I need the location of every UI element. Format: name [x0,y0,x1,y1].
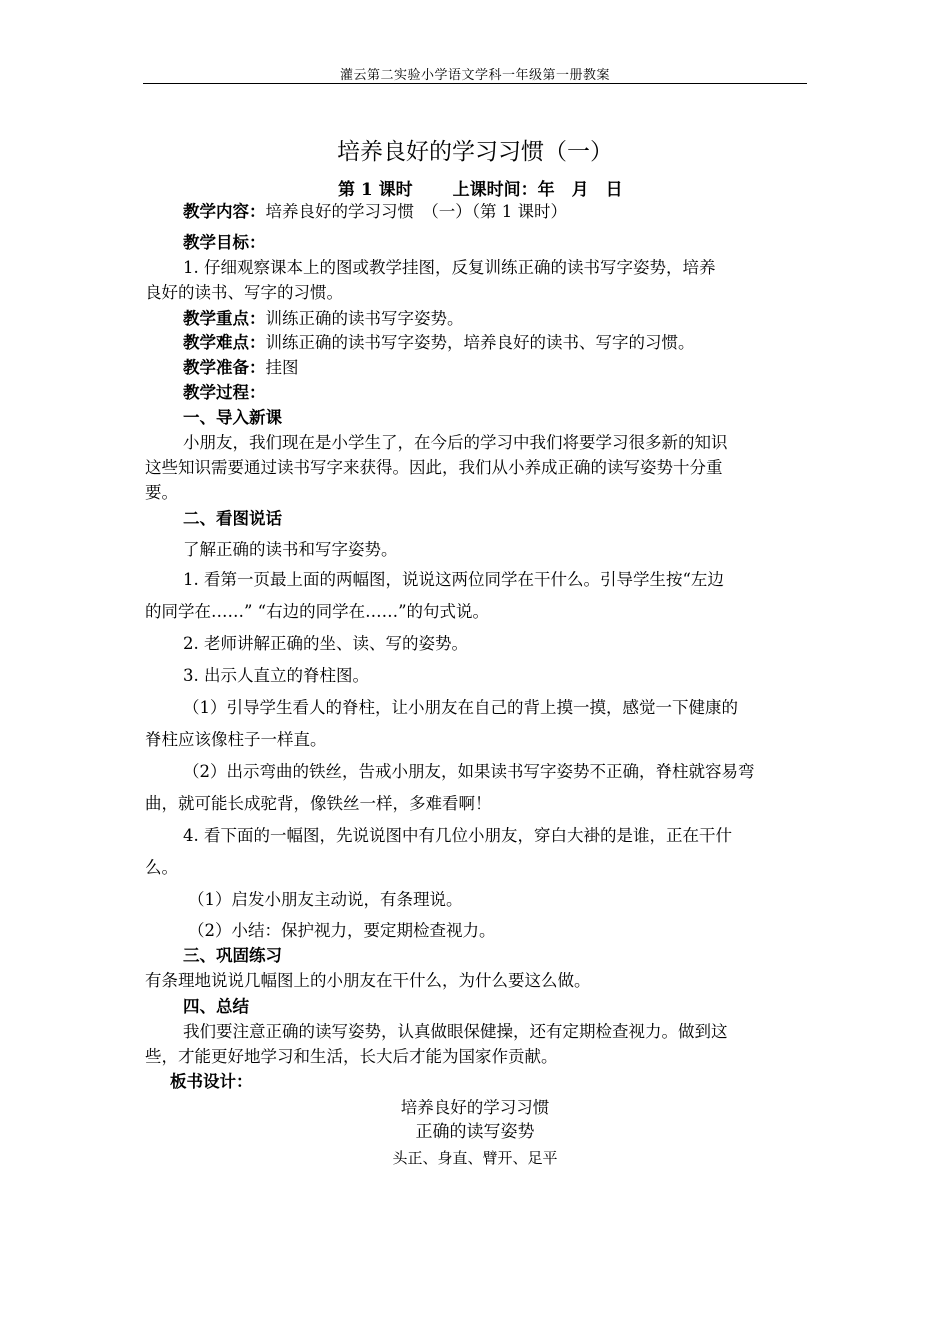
section-2-line: 的同学在……” “右边的同学在……”的句式说。 [145,602,490,621]
section-4-line: 我们要注意正确的读写姿势，认真做眼保健操，还有定期检查视力。做到这 [183,1022,728,1041]
header-rule [143,83,807,84]
section-3-heading: 三、巩固练习 [183,946,282,965]
board-line-3: 头正、身直、臂开、足平 [392,1149,558,1167]
section-2-line: 曲，就可能长成驼背，像铁丝一样，多难看啊！ [145,794,492,813]
teaching-content-text: 培养良好的学习习惯 （一）（第 1 课时） [265,202,567,221]
section-4-heading: 四、总结 [183,997,249,1016]
section-2-line: 4. 看下面的一幅图，先说说图中有几位小朋友，穿白大褂的是谁，正在干什 [183,826,732,845]
section-2-heading: 二、看图说话 [183,509,282,528]
preparation-label: 教学准备： [183,358,266,377]
section-2-line: 2. 老师讲解正确的坐、读、写的姿势。 [183,634,468,653]
section-1-line: 这些知识需要通过读书写字来获得。因此，我们从小养成正确的读写姿势十分重 [145,458,723,477]
section-2-line: （2）小结：保护视力，要定期检查视力。 [188,921,496,940]
section-1-heading: 一、导入新课 [183,408,282,427]
board-design-label: 板书设计： [170,1072,253,1091]
section-2-line: 脊柱应该像柱子一样直。 [145,730,327,749]
preparation-text: 挂图 [265,358,299,377]
section-1-line: 要。 [145,483,178,502]
difficult-point-label: 教学难点： [183,333,266,352]
page-title: 培养良好的学习习惯（一） [337,139,613,165]
difficult-point [183,332,695,354]
section-4-line: 些，才能更好地学习和生活，长大后才能为国家作贡献。 [145,1047,558,1066]
lesson-time: 上课时间：年 月 日 [452,180,623,200]
objectives-label: 教学目标： [183,233,266,252]
section-3-text: 有条理地说说几幅图上的小朋友在干什么，为什么要这么做。 [145,971,591,990]
section-2-line: 么。 [145,858,178,877]
lesson-info [338,175,623,200]
section-2-intro: 了解正确的读书和写字姿势。 [183,540,398,559]
teaching-content-label: 教学内容： [183,202,266,221]
key-point [183,308,464,330]
key-point-label: 教学重点： [183,309,266,328]
board-line-2: 正确的读写姿势 [415,1122,535,1142]
preparation [183,357,299,379]
section-2-line: 1. 看第一页最上面的两幅图，说说这两位同学在干什么。引导学生按“左边 [183,570,724,589]
teaching-content [183,201,567,223]
lesson-period: 第 1 课时 [338,180,413,200]
difficult-point-text: 训练正确的读书写字姿势，培养良好的读书、写字的习惯。 [265,333,695,352]
section-2-line: （1）启发小朋友主动说，有条理说。 [188,890,463,909]
section-2-line: （2）出示弯曲的铁丝，告戒小朋友，如果读书写字姿势不正确，脊柱就容易弯 [183,762,755,781]
objectives-line-1: 1. 仔细观察课本上的图或教学挂图，反复训练正确的读书写字姿势，培养 [183,258,716,277]
section-2-line: 3. 出示人直立的脊柱图。 [183,666,369,685]
objectives-line-2: 良好的读书、写字的习惯。 [145,283,343,302]
page-header: 灌云第二实验小学语文学科一年级第一册教案 [339,68,610,83]
section-1-line: 小朋友，我们现在是小学生了，在今后的学习中我们将要学习很多新的知识 [183,433,728,452]
board-line-1: 培养良好的学习习惯 [400,1098,550,1117]
section-2-line: （1）引导学生看人的脊柱，让小朋友在自己的背上摸一摸，感觉一下健康的 [183,698,738,717]
key-point-text: 训练正确的读书写字姿势。 [265,309,464,328]
process-label: 教学过程： [183,383,266,402]
